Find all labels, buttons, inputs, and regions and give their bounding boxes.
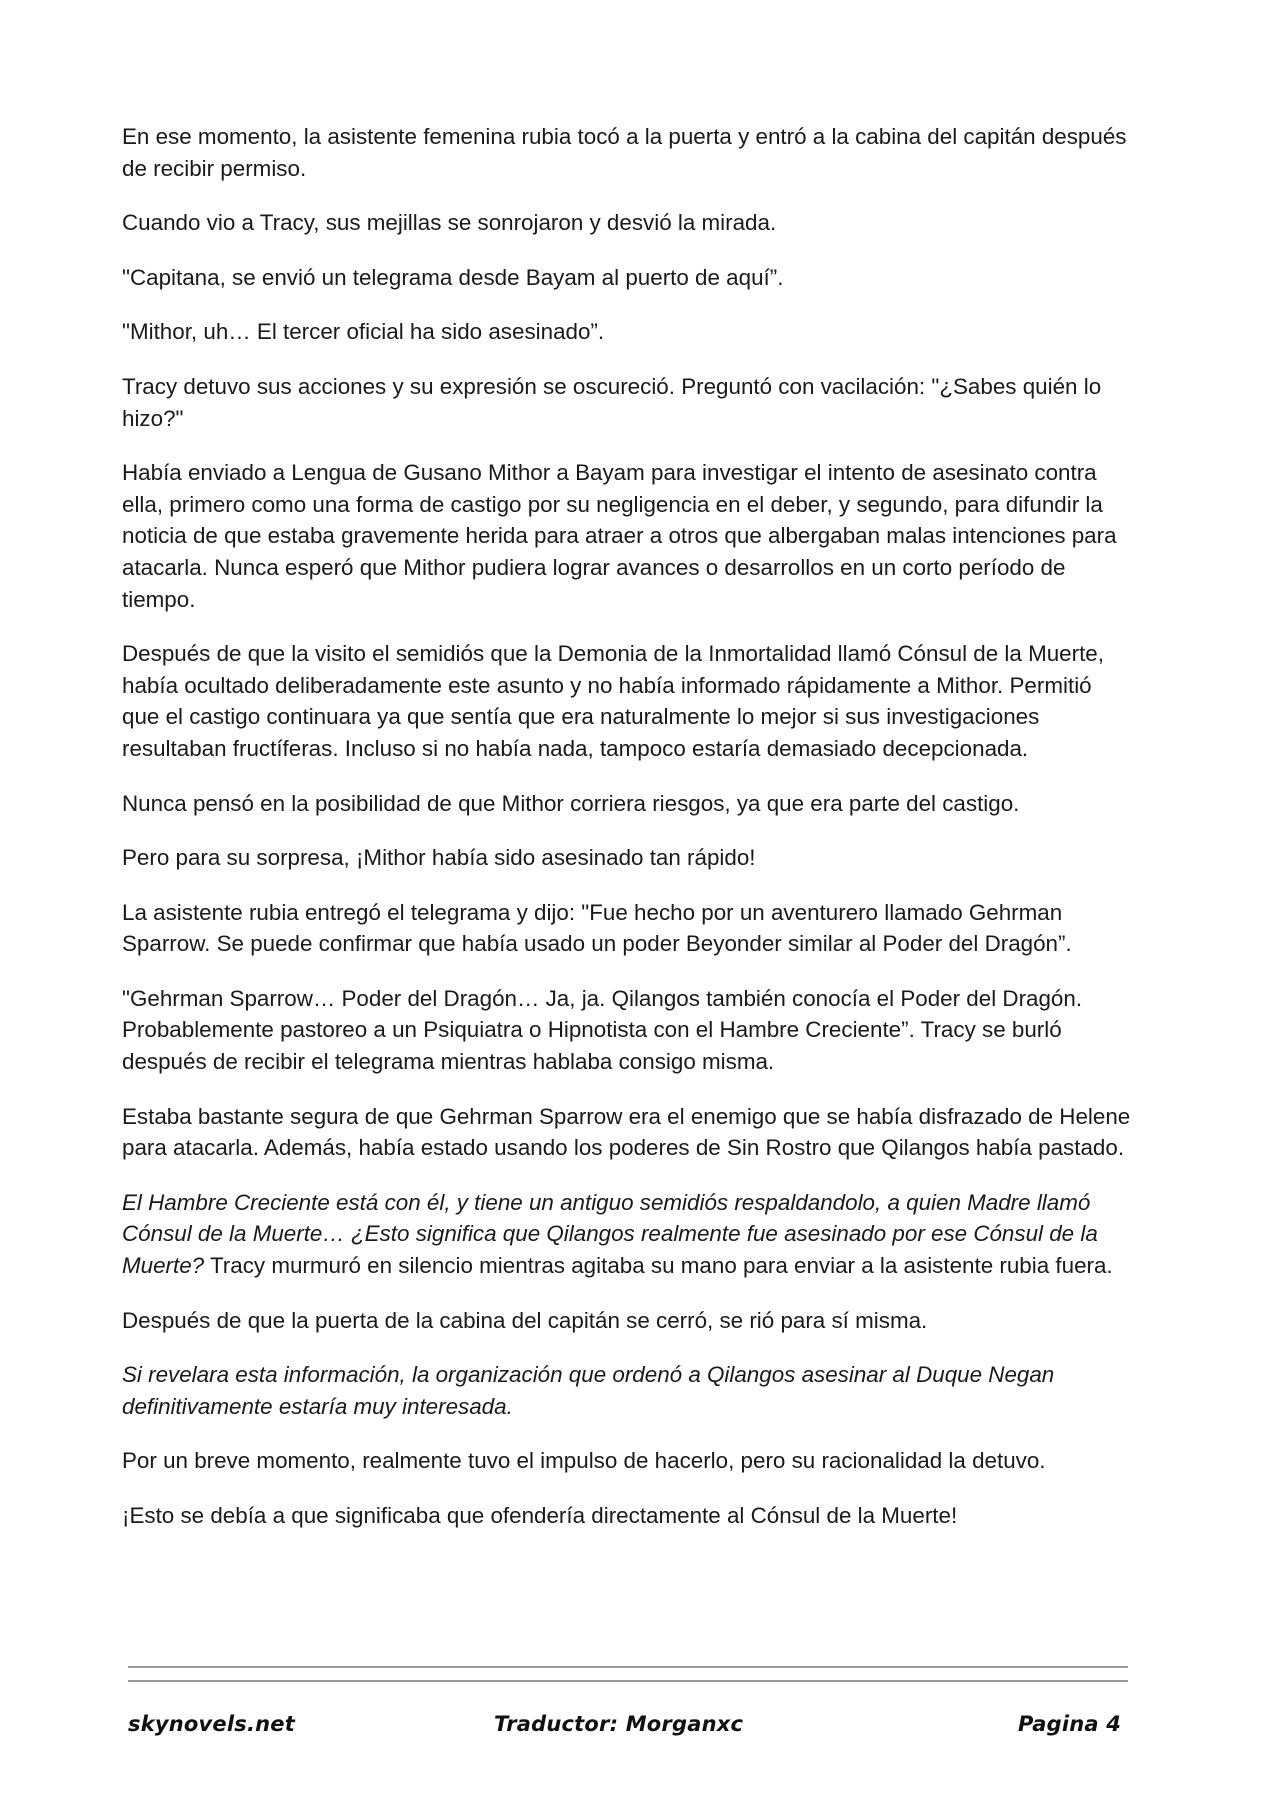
paragraph-tail: Tracy murmuró en silencio mientras agitaba su mano para enviar a la asistente rubia fuera.: [204, 1253, 1113, 1279]
document-body: [122, 121, 1132, 1555]
paragraph: ¡Esto se debía a que significaba que ofendería directamente al Cónsul de la Muerte!: [122, 1503, 958, 1528]
footer-divider-top: [128, 1666, 1128, 1668]
footer-site: skynovels.net: [128, 1712, 295, 1736]
paragraph: Tracy detuvo sus acciones y su expresión se oscureció. Preguntó con vacilación: "¿Sabes quién lo hizo?": [122, 373, 1102, 431]
footer-translator: Traductor: Morganxc: [494, 1712, 744, 1736]
italic-paragraph: Si revelara esta información, la organización que ordenó a Qilangos asesinar al Duque Negan definitivamente estaría muy interesada.: [122, 1362, 1055, 1419]
paragraph: Cuando vio a Tracy, sus mejillas se sonrojaron y desvió la mirada.: [122, 210, 777, 236]
paragraph: La asistente rubia entregó el telegrama y dijo: "Fue hecho por un aventurero llamado Gehrman Sparrow. Se puede confirmar que había usado un poder Beyonder similar al Poder del Dragón”.: [122, 899, 1072, 957]
paragraph: Por un breve momento, realmente tuvo el impulso de hacerlo, pero su racionalidad la detuvo.: [122, 1448, 1046, 1474]
paragraph: Nunca pensó en la posibilidad de que Mithor corriera riesgos, ya que era parte del castigo.: [122, 790, 1020, 816]
paragraph: Después de que la visito el semidiós que la Demonia de la Inmortalidad llamó Cónsul de la Muerte, había ocultado deliberadamente este asunto y no había informado rápidamente a Mithor. Permitió que el castigo continuara ya que sentía que era naturalmente lo mejor si sus investigaciones resultaban fructíferas. Incluso si no había nada, tampoco estaría demasiado decepcionada.: [122, 641, 1104, 761]
footer-divider-bottom: [128, 1680, 1128, 1682]
paragraph: "Gehrman Sparrow… Poder del Dragón… Ja, ja. Qilangos también conocía el Poder del Dragón. Probablemente pastoreo a un Psiquiatra o Hipnotista con el Hambre Creciente”. Tracy se burló después de recibir el telegrama mientras hablaba consigo misma.: [122, 985, 1083, 1075]
paragraph: Después de que la puerta de la cabina del capitán se cerró, se rió para sí misma.: [122, 1307, 928, 1333]
paragraph: Pero para su sorpresa, ¡Mithor había sido asesinado tan rápido!: [122, 845, 756, 871]
paragraph: Había enviado a Lengua de Gusano Mithor a Bayam para investigar el intento de asesinato contra ella, primero como una forma de castigo por su negligencia en el deber, y segundo, para difundir la noticia de que estaba gravemente herida para atraer a otros que albergaban malas intenciones para atacarla. Nunca esperó que Mithor pudiera lograr avances o desarrollos en un corto período de tiempo.: [122, 460, 1117, 612]
paragraph: Estaba bastante segura de que Gehrman Sparrow era el enemigo que se había disfrazado de Helene para atacarla. Además, había estado usando los poderes de Sin Rostro que Qilangos había pastado.: [122, 1103, 1131, 1161]
paragraph-mixed: [122, 1187, 1132, 1282]
italic-thought: El Hambre Creciente está con él, y tiene un antiguo semidiós respaldandolo, a quien Madre llamó Cónsul de la Muerte… ¿Esto significa que Qilangos realmente fue asesinado por ese Cónsul de la Muerte?: [122, 1189, 1098, 1279]
paragraph: En ese momento, la asistente femenina rubia tocó a la puerta y entró a la cabina del capitán después de recibir permiso.: [122, 124, 1127, 181]
paragraph: "Capitana, se envió un telegrama desde Bayam al puerto de aquí”.: [122, 264, 784, 290]
footer-page-number: Pagina 4: [1018, 1712, 1122, 1736]
paragraph: "Mithor, uh… El tercer oficial ha sido asesinado”.: [122, 319, 605, 345]
